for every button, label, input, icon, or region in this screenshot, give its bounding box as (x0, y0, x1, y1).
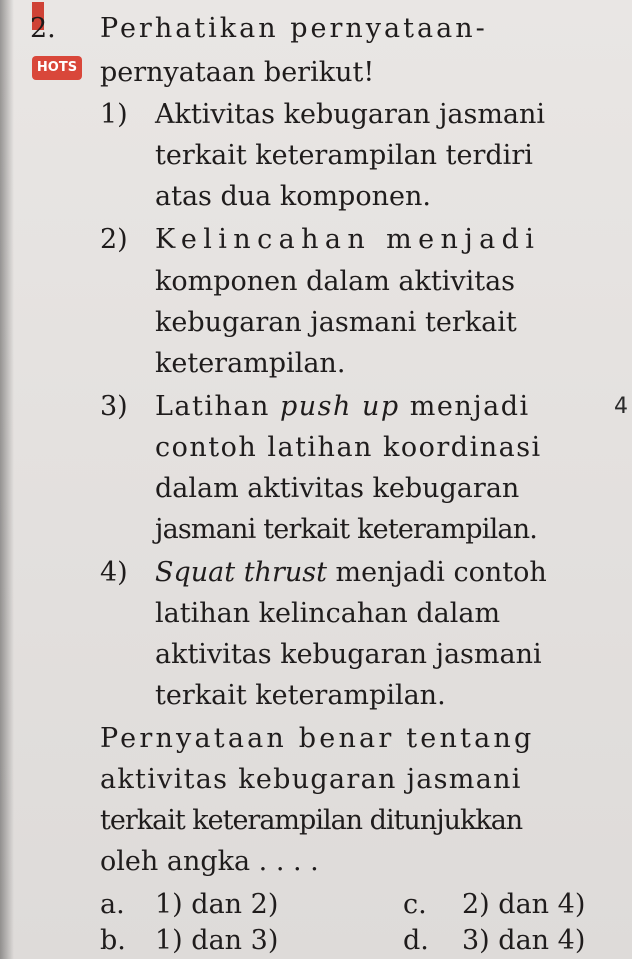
statement-4-text: menjadi contoh (326, 557, 547, 588)
statement-4-line: terkait keterampilan. (155, 680, 446, 711)
question-number: 2. (30, 13, 56, 44)
statement-3-line: jasmani terkait keterampilan. (155, 514, 538, 545)
statement-4-italic-term: Squat thrust (155, 557, 327, 588)
statement-2-number: 2) (100, 224, 128, 255)
margin-mark: 4 (614, 394, 628, 419)
intro-line-1: Perhatikan pernyataan- (100, 13, 488, 44)
statement-4-line-1 (155, 558, 547, 588)
statement-1-line: Aktivitas kebugaran jasmani (155, 99, 546, 130)
option-a-text: 1) dan 2) (155, 889, 279, 920)
statement-3-line-1 (155, 392, 530, 422)
statement-2-line: komponen dalam aktivitas (155, 266, 516, 297)
statement-4-line: latihan kelincahan dalam (155, 598, 501, 629)
statement-1-number: 1) (100, 99, 128, 130)
intro-line-2: pernyataan berikut! (100, 57, 375, 88)
statement-3-italic-term: push up (279, 391, 400, 422)
statement-1-line: terkait keterampilan terdiri (155, 140, 533, 171)
statement-4-number: 4) (100, 557, 128, 588)
option-b-text: 1) dan 3) (155, 925, 279, 956)
prompt-line: oleh angka . . . . (100, 846, 319, 877)
option-b-letter: b. (100, 925, 126, 956)
prompt-line: terkait keterampilan ditunjukkan (100, 805, 523, 836)
option-d-letter: d. (403, 925, 429, 956)
prompt-line: Pernyataan benar tentang (100, 723, 535, 754)
option-c-text: 2) dan 4) (462, 889, 586, 920)
statement-3-line: dalam aktivitas kebugaran (155, 473, 520, 504)
statement-2-line: kebugaran jasmani terkait (155, 307, 517, 338)
statement-2-line: keterampilan. (155, 348, 346, 379)
statement-4-line: aktivitas kebugaran jasmani (155, 639, 542, 670)
hots-badge: HOTS (32, 56, 82, 80)
option-a-letter: a. (100, 889, 125, 920)
option-d-text: 3) dan 4) (462, 925, 586, 956)
statement-3-line: contoh latihan koordinasi (155, 432, 542, 463)
statement-3-text: menjadi (399, 391, 530, 422)
statement-2-line: Kelincahan menjadi (155, 224, 541, 255)
statement-3-number: 3) (100, 391, 128, 422)
prompt-line: aktivitas kebugaran jasmani (100, 764, 522, 795)
statement-3-text: Latihan (155, 391, 280, 422)
statement-1-line: atas dua komponen. (155, 181, 431, 212)
page-edge-shadow (0, 0, 14, 959)
option-c-letter: c. (403, 889, 427, 920)
